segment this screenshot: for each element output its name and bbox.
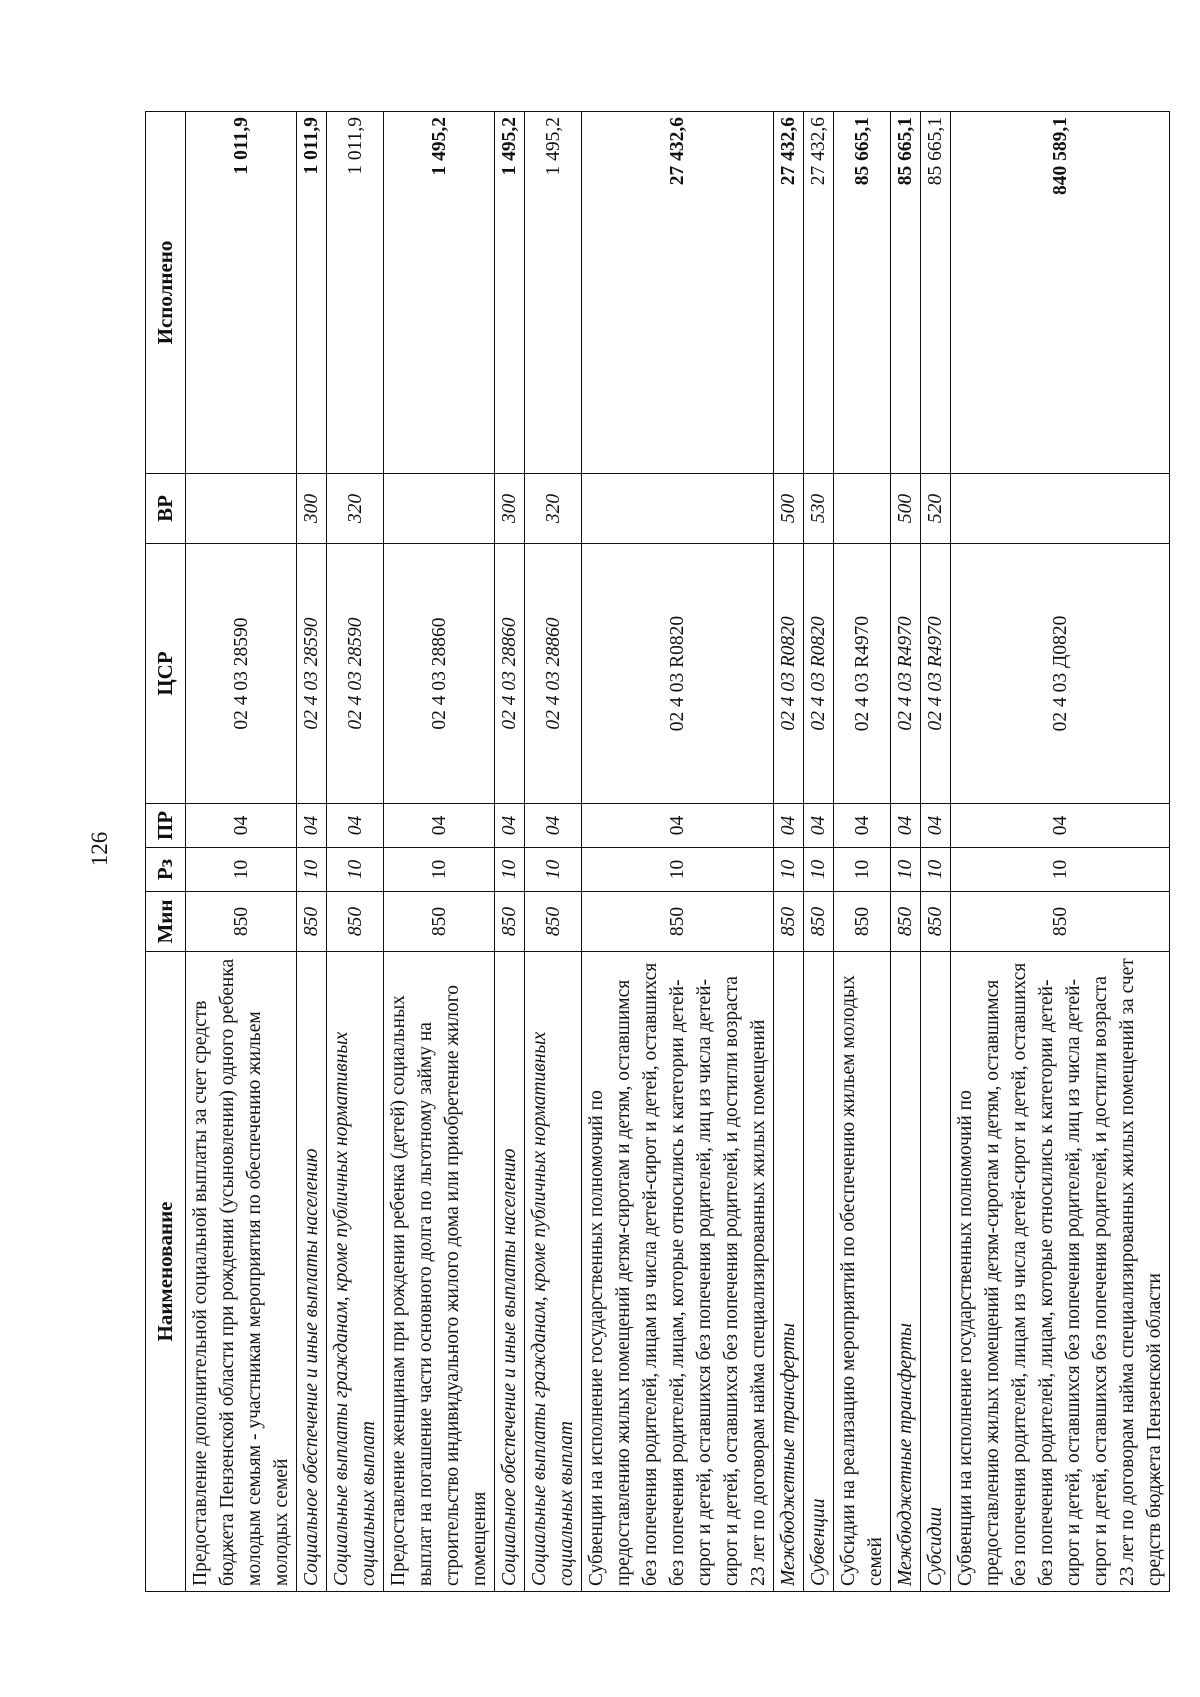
cell-amount: 27 432,6 [774,112,804,474]
cell-name: Субвенции на исполнение государственных полномочий по предоставлению жилых помещений детям-сиротам и детям, оставшимся без попечения родителей, лицам из числа детей-сирот и детей, оставшихся без попечения родителей, лицам, которые относились к категории детей-сирот и детей, оставшихся без попечения родителей, лиц из числа детей-сирот и детей, оставшихся без попечения родителей, и достигли возраста 23 лет по договорам найма специализированных жилых помещений [582,952,774,1592]
cell-pr: 04 [186,804,297,848]
table-row [495,112,525,1592]
cell-rz: 10 [297,848,327,892]
cell-name: Субсидии [921,952,951,1592]
cell-name: Межбюджетные трансферты [891,952,921,1592]
table-row [951,112,1170,1592]
cell-amount: 85 665,1 [891,112,921,474]
table-row [834,112,891,1592]
page-number: 126 [87,831,112,867]
table-row [804,112,834,1592]
header-min: Мин [146,892,186,952]
cell-csr: 02 4 03 28860 [384,544,495,804]
cell-pr: 04 [804,804,834,848]
cell-vr: 320 [327,474,384,544]
cell-amount: 1 495,2 [495,112,525,474]
cell-vr [582,474,774,544]
table-body [186,112,1170,1592]
table-row [774,112,804,1592]
table-row [186,112,297,1592]
cell-amount: 85 665,1 [921,112,951,474]
cell-vr: 530 [804,474,834,544]
cell-csr: 02 4 03 28590 [327,544,384,804]
cell-min: 850 [804,892,834,952]
budget-table-container [145,112,1165,1592]
header-rz: Рз [146,848,186,892]
cell-rz: 10 [951,848,1170,892]
cell-amount: 85 665,1 [834,112,891,474]
cell-vr [834,474,891,544]
table-header-row [146,112,186,1592]
cell-amount: 840 589,1 [951,112,1170,474]
cell-rz: 10 [834,848,891,892]
cell-amount: 1 495,2 [384,112,495,474]
cell-rz: 10 [186,848,297,892]
cell-csr: 02 4 03 28590 [297,544,327,804]
cell-vr [384,474,495,544]
cell-vr: 520 [921,474,951,544]
cell-csr: 02 4 03 Д0820 [951,544,1170,804]
cell-amount: 27 432,6 [582,112,774,474]
cell-min: 850 [891,892,921,952]
header-csr: ЦСР [146,544,186,804]
cell-min: 850 [186,892,297,952]
cell-vr [186,474,297,544]
cell-min: 850 [297,892,327,952]
cell-rz: 10 [384,848,495,892]
cell-rz: 10 [774,848,804,892]
cell-pr: 04 [384,804,495,848]
cell-csr: 02 4 03 R0820 [804,544,834,804]
cell-name: Предоставление женщинам при рождении ребенка (детей) социальных выплат на погашение части основного долга по льготному займу на строительство индивидуального жилого дома или приобретение жилого помещения [384,952,495,1592]
cell-name: Социальное обеспечение и иные выплаты населению [495,952,525,1592]
header-name: Наименование [146,952,186,1592]
table-row [384,112,495,1592]
cell-amount: 1 495,2 [525,112,582,474]
cell-pr: 04 [921,804,951,848]
table-row [525,112,582,1592]
cell-amount: 1 011,9 [327,112,384,474]
cell-vr: 320 [525,474,582,544]
cell-rz: 10 [804,848,834,892]
cell-pr: 04 [774,804,804,848]
cell-name: Субсидии на реализацию мероприятий по обеспечению жильем молодых семей [834,952,891,1592]
cell-min: 850 [327,892,384,952]
table-row [582,112,774,1592]
cell-csr: 02 4 03 28860 [525,544,582,804]
cell-vr: 300 [495,474,525,544]
cell-csr: 02 4 03 28590 [186,544,297,804]
cell-csr: 02 4 03 R4970 [891,544,921,804]
cell-min: 850 [834,892,891,952]
cell-amount: 27 432,6 [804,112,834,474]
cell-name: Субвенции на исполнение государственных полномочий по предоставлению жилых помещений детям-сиротам и детям, оставшимся без попечения родителей, лицам из числа детей-сирот и детей, оставшихся без попечения родителей, лицам, которые относились к категории детей-сирот и детей, оставшихся без попечения родителей, лиц из числа детей-сирот и детей, оставшихся без попечения родителей, и достигли возраста 23 лет по договорам найма специализированных жилых помещений за счет средств бюджета Пензенской области [951,952,1170,1592]
cell-csr: 02 4 03 R4970 [921,544,951,804]
cell-min: 850 [921,892,951,952]
cell-rz: 10 [525,848,582,892]
cell-rz: 10 [891,848,921,892]
cell-amount: 1 011,9 [186,112,297,474]
cell-vr: 500 [774,474,804,544]
table-row [327,112,384,1592]
cell-min: 850 [495,892,525,952]
header-vr: ВР [146,474,186,544]
cell-rz: 10 [495,848,525,892]
cell-csr: 02 4 03 R0820 [774,544,804,804]
cell-name: Социальные выплаты гражданам, кроме публичных нормативных социальных выплат [327,952,384,1592]
cell-rz: 10 [327,848,384,892]
cell-pr: 04 [582,804,774,848]
cell-vr: 500 [891,474,921,544]
cell-amount: 1 011,9 [297,112,327,474]
budget-table [145,111,1170,1592]
cell-pr: 04 [495,804,525,848]
cell-min: 850 [582,892,774,952]
cell-name: Социальные выплаты гражданам, кроме публичных нормативных социальных выплат [525,952,582,1592]
cell-csr: 02 4 03 28860 [495,544,525,804]
table-row [297,112,327,1592]
cell-pr: 04 [951,804,1170,848]
cell-min: 850 [525,892,582,952]
cell-vr: 300 [297,474,327,544]
cell-name: Межбюджетные трансферты [774,952,804,1592]
cell-pr: 04 [834,804,891,848]
cell-csr: 02 4 03 R0820 [582,544,774,804]
header-amount: Исполнено [146,112,186,474]
cell-pr: 04 [327,804,384,848]
cell-pr: 04 [525,804,582,848]
cell-name: Предоставление дополнительной социальной выплаты за счет средств бюджета Пензенской области при рождении (усыновлении) одного ребенка молодым семьям - участникам мероприятия по обеспечению жильем молодых семей [186,952,297,1592]
cell-pr: 04 [297,804,327,848]
cell-min: 850 [384,892,495,952]
table-row [891,112,921,1592]
cell-name: Субвенции [804,952,834,1592]
cell-min: 850 [951,892,1170,952]
cell-name: Социальное обеспечение и иные выплаты населению [297,952,327,1592]
cell-csr: 02 4 03 R4970 [834,544,891,804]
cell-min: 850 [774,892,804,952]
cell-pr: 04 [891,804,921,848]
cell-rz: 10 [582,848,774,892]
header-pr: ПР [146,804,186,848]
cell-rz: 10 [921,848,951,892]
cell-vr [951,474,1170,544]
table-row [921,112,951,1592]
